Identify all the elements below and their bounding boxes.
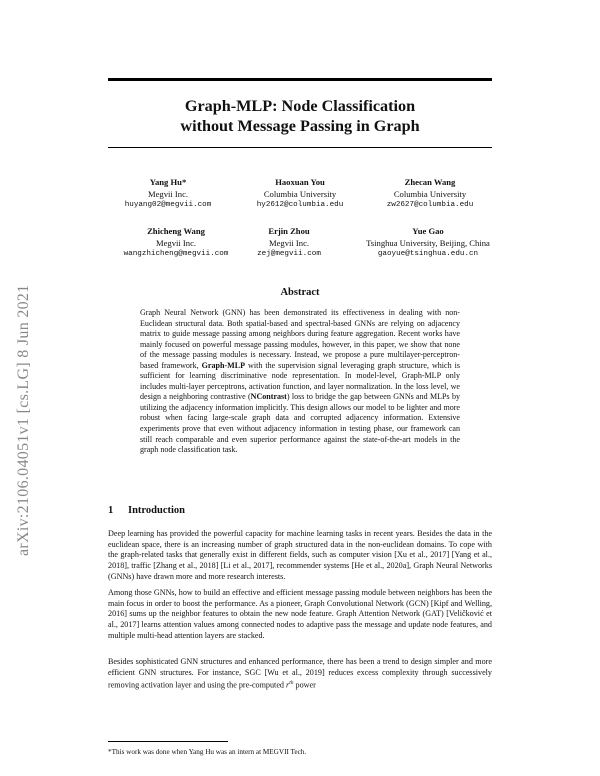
arxiv-stamp: arXiv:2106.04051v1 [cs.LG] 8 Jun 2021	[15, 284, 32, 556]
author-affiliation: Tsinghua University, Beijing, China	[366, 237, 490, 248]
author-affiliation: Megvii Inc.	[268, 237, 310, 248]
abstract-heading: Abstract	[280, 287, 320, 298]
footnote-rule	[108, 741, 228, 742]
author-email: hy2612@columbia.edu	[256, 201, 344, 209]
author-email: gaoyue@tsinghua.edu.cn	[377, 250, 479, 258]
body-paragraph: Deep learning has provided the powerful capacity for machine learning tasks in recent years. Besides the data in the euclidean space, there is an increasing number of graph structured data in the non-euclidean domains. To cope with the graph-related tasks that generally exist in different fields, such as computer vision [Xu et al., 2017] [Yang et al., 2018], traffic [Zhang et al., 2018] [Li et al., 2017], recommender systems [He et al., 2020a], Graph Neural Networks (GNNs) have drawn more and more research interests.	[108, 529, 492, 581]
math-symbol: r	[286, 681, 290, 691]
abstract-part: Graph Neural Network (GNN) has been demonstrated its effectiveness in dealing with non-Euclidean structural data. Both spatial-based and spectral-based GNNs are relying on adjacency matrix to guide message passing among neighbors during feature aggregation. Recent works have mainly focused on powerful message passing modules, however, in this paper, we show that none of the message passing modules is necessary. Instead, we propose a pure multilayer-perceptron-based framework,	[140, 308, 460, 370]
author-block	[330, 177, 530, 212]
author-block	[313, 226, 543, 261]
abstract-part: with the supervision signal leveraging graph structure, which is sufficient for learning discriminative node representation. In model-level, Graph-MLP only includes multi-layer perceptrons, activation function, and layer normalization. In the loss level, we design a neighboring contrastive (	[140, 360, 460, 402]
body-text-part: power	[293, 681, 316, 691]
author-affiliation: Megvii Inc.	[147, 188, 189, 199]
title-top-rule	[108, 78, 492, 81]
paper-title-line-1: Graph-MLP: Node Classification	[184, 97, 416, 115]
abstract-bold-term: NContrast	[250, 392, 287, 402]
body-paragraph	[108, 657, 492, 692]
author-name: Haoxuan You	[275, 177, 325, 187]
abstract-bold-term: Graph-MLP	[201, 360, 246, 370]
author-name: Zhecan Wang	[404, 177, 456, 187]
author-email: wangzhicheng@megvii.com	[123, 250, 229, 258]
author-name: Zhicheng Wang	[147, 226, 205, 236]
author-affiliation: Megvii Inc.	[155, 237, 197, 248]
section-title: Introduction	[128, 505, 185, 516]
paper-title-line-2: without Message Passing in Graph	[180, 117, 420, 135]
author-email: huyang02@megvii.com	[124, 201, 212, 209]
section-number: 1	[108, 505, 114, 516]
section-heading	[108, 505, 185, 516]
author-name: Yue Gao	[412, 226, 444, 236]
author-affiliation: Columbia University	[263, 188, 337, 199]
author-email: zej@megvii.com	[257, 250, 321, 258]
author-name: Erjin Zhou	[268, 226, 310, 236]
abstract-part: ) loss to bridge the gap between GNNs and MLPs by utilizing the adjacency information implicitly. This design allows our model to be lighter and more robust when facing large-scale graph data and corrupted adjacency information. Extensive experiments prove that even without adjacency information in testing phase, our framework can still reach comparable and even superior performance against the state-of-the-art models in the graph node classification task.	[140, 392, 460, 455]
author-email: zw2627@columbia.edu	[386, 201, 474, 209]
body-text-part: Besides sophisticated GNN structures and enhanced performance, there has been a trend to design simpler and more efficient GNN structures. For instance, SGC [Wu et al., 2019] reduces excess complexity through successively removing activation layer and using the pre-computed	[108, 657, 492, 691]
math-superscript: th	[289, 680, 294, 687]
title-bottom-rule	[108, 147, 492, 148]
footnote: *This work was done when Yang Hu was an intern at MEGVII Tech.	[108, 748, 307, 756]
author-affiliation: Columbia University	[393, 188, 467, 199]
abstract-text	[140, 308, 460, 456]
body-paragraph: Among those GNNs, how to build an effective and efficient message passing module between neighbors has been the main focus in order to boost the performance. As a pioneer, Graph Convolutional Network (GCN) [Kipf and Welling, 2016] sums up the neighbor features to obtain the new node feature. Graph Attention Network (GAT) [Veličković et al., 2017] learns attention values among connected nodes to adaptive pass the message and update node features, and multiple multi-head attention layers are stacked.	[108, 588, 492, 640]
author-name: Yang Hu*	[149, 177, 187, 187]
